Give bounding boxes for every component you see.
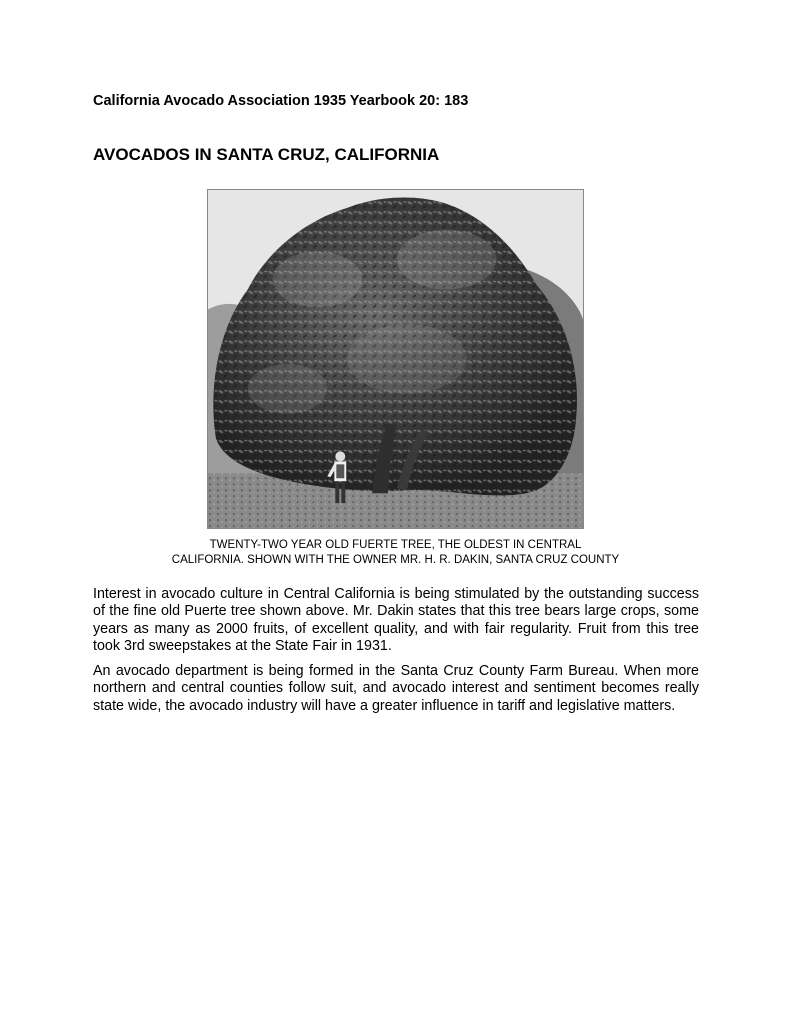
- body-paragraph-2: An avocado department is being formed in the Santa Cruz County Farm Bureau. When more northern and central counties follow suit, and avocado interest and sentiment becomes really state wide, the avocado industry will have a greater influence in tariff and legislative matters.: [93, 663, 699, 714]
- figure-caption: [93, 538, 698, 567]
- caption-line-1: TWENTY-TWO YEAR OLD FUERTE TREE, THE OLDEST IN CENTRAL: [209, 539, 582, 551]
- body-paragraph-1: Interest in avocado culture in Central California is being stimulated by the outstanding success of the fine old Puerte tree shown above. Mr. Dakin states that this tree bears large crops, some years as many as 2000 fruits, of excellent quality, and with fair regularity. Fruit from this tree took 3rd sweepstakes at the State Fair in 1931.: [93, 586, 699, 654]
- tree-photo-illustration: [208, 190, 583, 528]
- journal-header: California Avocado Association 1935 Yearbook 20: 183: [93, 93, 469, 109]
- article-title: AVOCADOS IN SANTA CRUZ, CALIFORNIA: [93, 145, 440, 164]
- caption-line-2: CALIFORNIA. SHOWN WITH THE OWNER MR. H. R. DAKIN, SANTA CRUZ COUNTY: [171, 553, 620, 566]
- avocado-tree-photo: [207, 189, 584, 529]
